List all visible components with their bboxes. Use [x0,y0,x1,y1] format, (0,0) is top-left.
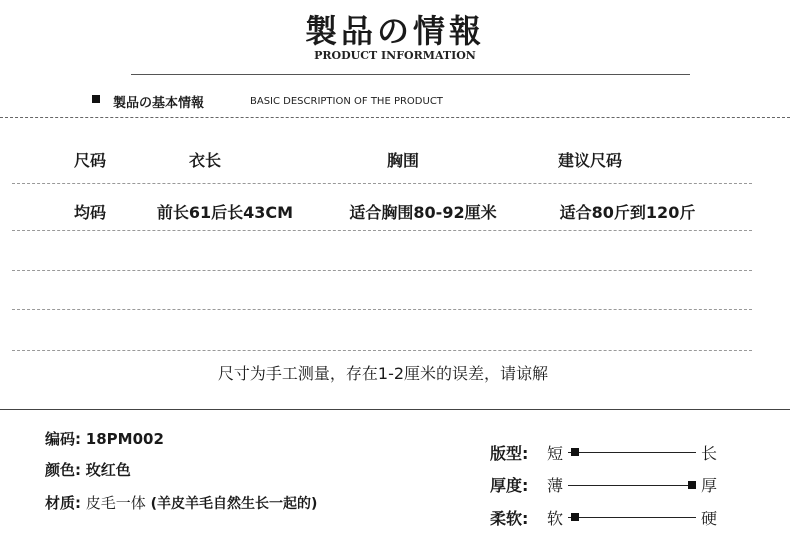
column-header-length: 衣长 [188,151,221,170]
table-cell-bust: 适合胸围80-92厘米 [349,203,497,222]
scale-softness-marker [571,513,579,521]
product-material-extra: (羊皮羊毛自然生长一起的) [150,496,318,512]
product-color [45,459,131,480]
scale-thickness-label: 厚度: [490,476,529,495]
product-material [45,492,317,513]
column-header-suggested: 建议尺码 [557,151,622,170]
product-code-label: 编码: [45,430,81,448]
details-divider [0,409,790,410]
scale-fit-marker [571,448,579,456]
product-code [45,428,164,449]
scale-thickness-right: 厚 [701,476,718,495]
table-cell-suggested: 适合80斤到120斤 [559,203,696,222]
scale-thickness-track [568,485,696,486]
scale-thickness-marker [688,481,696,489]
product-material-label: 材质: [45,494,81,512]
scale-fit-left: 短 [547,444,564,463]
section-label-en: BASIC DESCRIPTION OF THE PRODUCT [250,96,443,107]
scale-softness-right: 硬 [701,509,718,528]
column-header-bust: 胸围 [386,151,419,170]
product-code-value: 18PM002 [85,430,164,448]
section-bullet-icon [92,95,100,103]
section-divider [0,117,790,118]
header-divider [131,74,690,75]
table-divider [12,350,752,351]
product-color-label: 颜色: [45,461,81,479]
table-divider [12,309,752,310]
scale-fit-label: 版型: [490,444,529,463]
table-divider [12,183,752,184]
scale-fit-track [568,452,696,453]
scale-softness-label: 柔软: [490,509,529,528]
table-cell-length: 前长61后长43CM [156,203,294,222]
table-divider [12,270,752,271]
page-subtitle: PRODUCT INFORMATION [314,49,476,62]
table-divider [12,230,752,231]
scale-softness-track [568,517,696,518]
product-material-value: 皮毛一体 [85,494,146,512]
column-header-size: 尺码 [73,151,106,170]
scale-thickness-left: 薄 [547,476,564,495]
table-cell-size: 均码 [73,203,106,222]
page-title: 製品の情報 [304,12,485,50]
scale-softness-left: 软 [547,509,564,528]
scale-fit-right: 长 [701,444,718,463]
section-label: 製品の基本情報 [113,96,205,111]
product-color-value: 玫红色 [85,461,131,479]
measurement-note: 尺寸为手工测量，存在1-2厘米的误差，请谅解 [217,364,549,383]
